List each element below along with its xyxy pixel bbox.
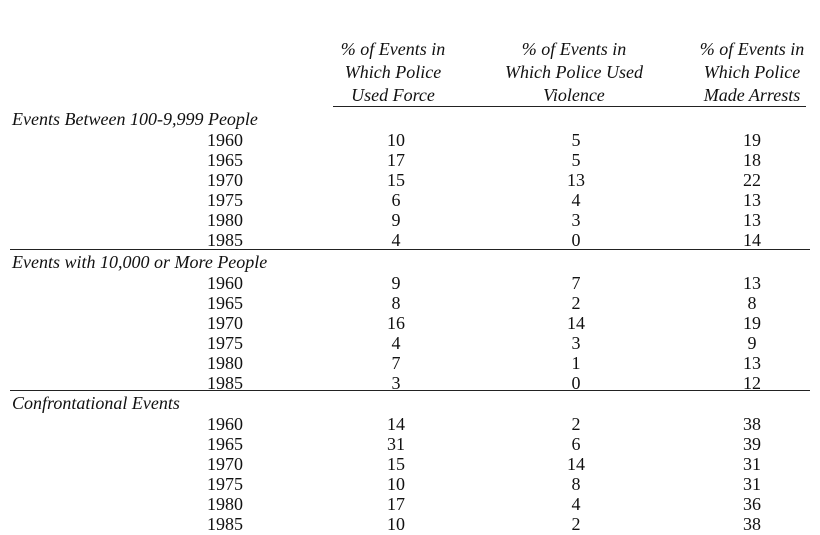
used-violence-cell: 5 <box>571 150 581 170</box>
used-violence-cell: 6 <box>571 434 581 454</box>
used-force-cell: 16 <box>387 313 405 333</box>
made-arrests-cell: 13 <box>743 273 761 293</box>
table-row <box>0 494 820 514</box>
used-violence-cell: 0 <box>571 373 581 393</box>
used-force-cell: 17 <box>387 150 405 170</box>
year-cell: 1960 <box>207 130 243 150</box>
used-violence-cell: 0 <box>571 230 581 250</box>
column-header-line: Used Force <box>351 85 435 105</box>
made-arrests-cell: 9 <box>747 333 757 353</box>
year-cell: 1985 <box>207 230 243 250</box>
used-force-cell: 8 <box>391 293 401 313</box>
used-force-cell: 31 <box>387 434 405 454</box>
table-row <box>0 434 820 454</box>
used-violence-cell: 7 <box>571 273 581 293</box>
used-violence-cell: 3 <box>571 333 581 353</box>
year-cell: 1980 <box>207 494 243 514</box>
table-row <box>0 210 820 230</box>
used-violence-cell: 14 <box>567 454 585 474</box>
column-header-line: Made Arrests <box>703 85 801 105</box>
table-row <box>0 293 820 313</box>
year-cell: 1960 <box>207 273 243 293</box>
table-row <box>0 454 820 474</box>
year-cell: 1970 <box>207 170 243 190</box>
year-cell: 1965 <box>207 150 243 170</box>
table-row <box>0 474 820 494</box>
used-violence-cell: 1 <box>571 353 581 373</box>
year-cell: 1960 <box>207 414 243 434</box>
made-arrests-cell: 22 <box>743 170 761 190</box>
table-row <box>0 514 820 534</box>
column-header-used-force <box>303 38 483 107</box>
year-cell: 1970 <box>207 313 243 333</box>
table-row <box>0 373 820 393</box>
used-force-cell: 15 <box>387 170 405 190</box>
used-force-cell: 4 <box>391 333 401 353</box>
year-cell: 1970 <box>207 454 243 474</box>
section-title: Events with 10,000 or More People <box>12 252 268 272</box>
used-force-cell: 17 <box>387 494 405 514</box>
used-force-cell: 9 <box>391 210 401 230</box>
table-row <box>0 190 820 210</box>
used-violence-cell: 8 <box>571 474 581 494</box>
column-header-line: Which Police <box>703 62 801 82</box>
made-arrests-cell: 38 <box>743 414 761 434</box>
year-cell: 1965 <box>207 434 243 454</box>
made-arrests-cell: 19 <box>743 130 761 150</box>
made-arrests-cell: 31 <box>743 474 761 494</box>
made-arrests-cell: 18 <box>743 150 761 170</box>
table-row <box>0 273 820 293</box>
made-arrests-cell: 12 <box>743 373 761 393</box>
year-cell: 1980 <box>207 210 243 230</box>
column-header-line: Violence <box>543 85 605 105</box>
column-header-made-arrests <box>662 38 820 107</box>
column-header-line: Which Police <box>344 62 442 82</box>
used-violence-cell: 5 <box>571 130 581 150</box>
year-cell: 1975 <box>207 333 243 353</box>
table-row <box>0 414 820 434</box>
made-arrests-cell: 14 <box>743 230 761 250</box>
year-cell: 1985 <box>207 514 243 534</box>
table-row <box>0 313 820 333</box>
made-arrests-cell: 8 <box>747 293 757 313</box>
column-header-line: % of Events in <box>699 39 805 59</box>
made-arrests-cell: 19 <box>743 313 761 333</box>
used-force-cell: 15 <box>387 454 405 474</box>
year-cell: 1980 <box>207 353 243 373</box>
used-violence-cell: 2 <box>571 293 581 313</box>
used-force-cell: 7 <box>391 353 401 373</box>
header-rule <box>333 106 806 107</box>
made-arrests-cell: 13 <box>743 353 761 373</box>
used-violence-cell: 14 <box>567 313 585 333</box>
used-force-cell: 10 <box>387 514 405 534</box>
year-cell: 1975 <box>207 190 243 210</box>
used-violence-cell: 4 <box>571 190 581 210</box>
table-row <box>0 230 820 250</box>
column-header-used-violence <box>484 38 664 107</box>
used-violence-cell: 13 <box>567 170 585 190</box>
used-force-cell: 10 <box>387 474 405 494</box>
made-arrests-cell: 39 <box>743 434 761 454</box>
table-row <box>0 333 820 353</box>
made-arrests-cell: 38 <box>743 514 761 534</box>
used-violence-cell: 4 <box>571 494 581 514</box>
table-row <box>0 170 820 190</box>
made-arrests-cell: 13 <box>743 210 761 230</box>
used-force-cell: 9 <box>391 273 401 293</box>
section-title: Events Between 100-9,999 People <box>12 109 258 129</box>
used-force-cell: 10 <box>387 130 405 150</box>
year-cell: 1965 <box>207 293 243 313</box>
made-arrests-cell: 13 <box>743 190 761 210</box>
made-arrests-cell: 36 <box>743 494 761 514</box>
used-violence-cell: 2 <box>571 414 581 434</box>
used-violence-cell: 2 <box>571 514 581 534</box>
column-header-line: Which Police Used <box>505 62 643 82</box>
year-cell: 1975 <box>207 474 243 494</box>
used-force-cell: 3 <box>391 373 401 393</box>
column-header-line: % of Events in <box>521 39 627 59</box>
used-force-cell: 6 <box>391 190 401 210</box>
used-violence-cell: 3 <box>571 210 581 230</box>
table-row <box>0 353 820 373</box>
column-header-line: % of Events in <box>340 39 446 59</box>
table-row <box>0 130 820 150</box>
used-force-cell: 14 <box>387 414 405 434</box>
used-force-cell: 4 <box>391 230 401 250</box>
section-title: Confrontational Events <box>12 393 180 413</box>
year-cell: 1985 <box>207 373 243 393</box>
table-row <box>0 150 820 170</box>
made-arrests-cell: 31 <box>743 454 761 474</box>
